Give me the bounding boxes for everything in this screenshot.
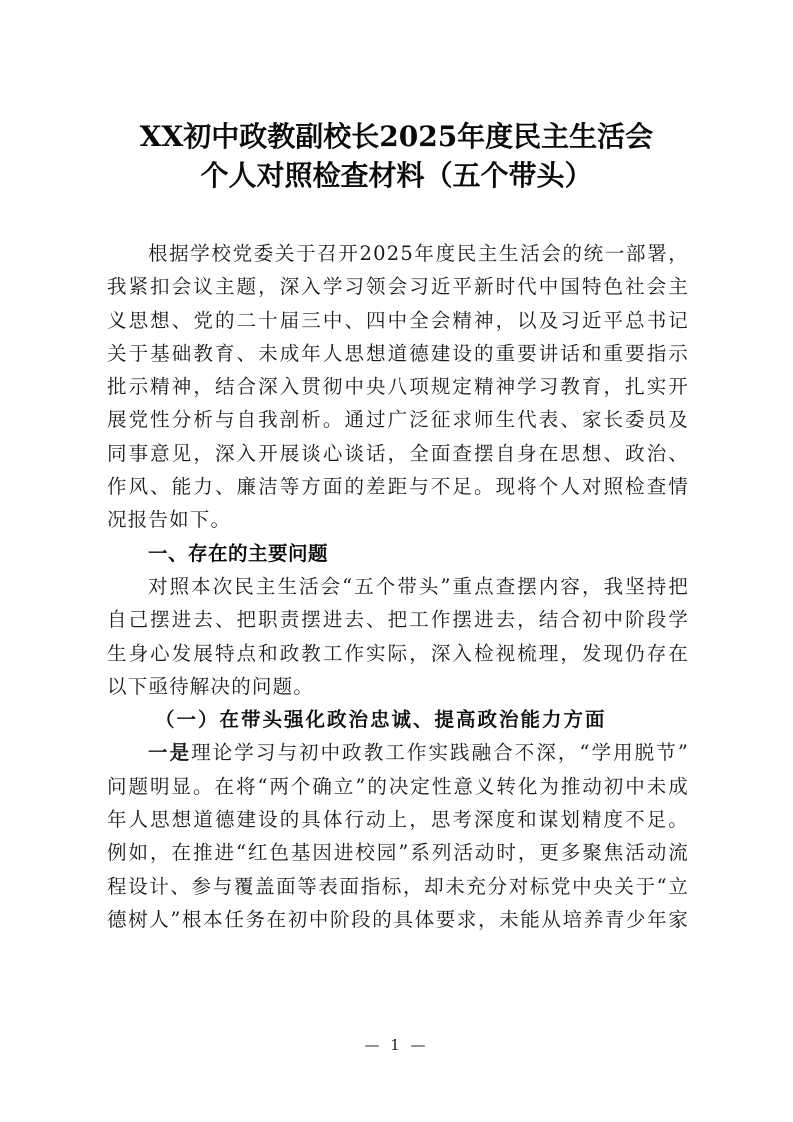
paragraph-line: 对照本次民主生活会“五个带头”重点查摆内容，我坚持把	[148, 574, 689, 598]
paragraph-line: 问题明显。在将“两个确立”的决定性意义转化为推动初中未成	[107, 774, 689, 798]
first-line-text: 理论学习与初中政教工作实践融合不深，“学用脱节”	[191, 741, 689, 765]
subsection-1-paragraph	[107, 736, 689, 936]
intro-line: 义思想、党的二十届三中、四中全会精神，以及习近平总书记	[107, 308, 689, 332]
title-line-2: 个人对照检查材料（五个带头）	[200, 159, 593, 192]
intro-line: 根据学校党委关于召开2025年度民主生活会的统一部署，	[148, 242, 689, 265]
paragraph-line: 年人思想道德建设的具体行动上，思考深度和谋划精度不足。	[107, 808, 689, 832]
section-1-paragraph	[107, 570, 689, 703]
intro-line: 我紧扣会议主题，深入学习领会习近平新时代中国特色社会主	[107, 275, 689, 299]
paragraph-line: 程设计、参与覆盖面等表面指标，却未充分对标党中央关于“立	[107, 874, 689, 898]
intro-line: 作风、能力、廉洁等方面的差距与不足。现将个人对照检查情	[107, 475, 689, 499]
paragraph-line-first	[107, 736, 689, 769]
intro-line: 况报告如下。	[107, 508, 232, 532]
paragraph-line: 生身心发展特点和政教工作实际，深入检视梳理，发现仍存在	[107, 641, 689, 665]
intro-line: 批示精神，结合深入贯彻中央八项规定精神学习教育，扎实开	[107, 375, 689, 399]
intro-paragraph	[107, 237, 689, 537]
paragraph-line: 自己摆进去、把职责摆进去、把工作摆进去，结合初中阶段学	[107, 608, 689, 632]
paragraph-line: 德树人”根本任务在初中阶段的具体要求，未能从培养青少年家	[107, 907, 689, 931]
document-body	[107, 237, 689, 936]
paragraph-line: 以下亟待解决的问题。	[107, 674, 315, 698]
intro-line: 展党性分析与自我剖析。通过广泛征求师生代表、家长委员及	[107, 408, 689, 432]
intro-line: 关于基础教育、未成年人思想道德建设的重要讲话和重要指示	[107, 341, 689, 365]
intro-line: 同事意见，深入开展谈心谈话，全面查摆自身在思想、政治、	[107, 441, 689, 465]
lead-label: 一是	[148, 741, 192, 765]
page-number: — 1 —	[364, 1036, 429, 1054]
section-heading-1: 一、存在的主要问题	[148, 541, 329, 565]
subsection-heading-1: （一）在带头强化政治忠诚、提高政治能力方面	[155, 708, 607, 732]
title-line-1: XX初中政教副校长2025年度民主生活会	[139, 120, 654, 153]
paragraph-line: 例如，在推进“红色基因进校园”系列活动时，更多聚焦活动流	[107, 841, 689, 865]
document-title	[100, 117, 693, 195]
